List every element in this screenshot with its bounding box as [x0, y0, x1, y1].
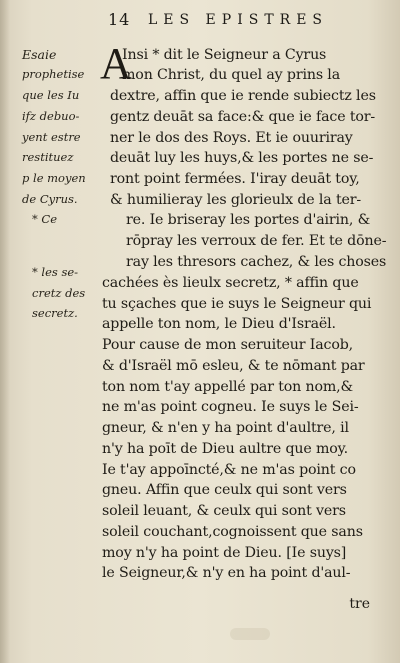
text-line: & humilieray les glorieulx de la ter-: [110, 192, 362, 208]
text-line: gentz deuāt sa face:& que ie face tor-: [110, 109, 376, 125]
text-line: mon Christ, du quel ay prins la: [122, 67, 341, 83]
text-line: deuāt luy les huys,& les portes ne se-: [110, 150, 374, 166]
catchword: tre: [349, 596, 370, 612]
text-line: Pour cause de mon seruiteur Iacob,: [102, 337, 354, 353]
text-line: gneur, & n'en y ha point d'aultre, il: [102, 420, 349, 436]
margin-note: cretz des: [32, 286, 86, 300]
margin-note: secretz.: [32, 306, 78, 320]
text-line: Insi * dit le Seigneur a Cyrus: [122, 47, 327, 63]
text-line: appelle ton nom, le Dieu d'Israël.: [102, 316, 336, 332]
page-number: 14: [108, 10, 131, 29]
margin-note: * Ce: [32, 212, 58, 226]
text-line: re. Ie briseray les portes d'airin, &: [126, 212, 371, 228]
margin-note: * les se-: [32, 265, 79, 279]
text-line: tu sçaches que ie suys le Seigneur qui: [102, 296, 372, 312]
text-line: le Seigneur,& n'y en ha point d'aul-: [102, 565, 351, 581]
text-line: Ie t'ay appoīncté,& ne m'as point co: [102, 462, 356, 478]
text-line: soleil couchant,cognoissent que sans: [102, 524, 363, 540]
text-line: ne m'as point cogneu. Ie suys le Sei-: [102, 399, 359, 415]
text-line: ton nom t'ay appellé par ton nom,&: [102, 379, 354, 395]
text-line: dextre, affin que ie rende subiectz les: [110, 88, 376, 104]
margin-note: yent estre: [22, 130, 81, 144]
text-line: moy n'y ha point de Dieu. [Ie suys]: [102, 545, 347, 561]
text-line: ray les thresors cachez, & les choses: [126, 254, 387, 270]
text-line: & d'Israël mō esleu, & te nōmant par: [102, 358, 365, 374]
text-line: gneu. Affin que ceulx qui sont vers: [102, 482, 347, 498]
text-line: cachées ès lieulx secretz, * affin que: [102, 275, 359, 291]
drop-cap: A: [100, 39, 132, 88]
text-line: ront point fermées. I'iray deuāt toy,: [110, 171, 360, 187]
running-title: LES EPISTRES: [148, 12, 329, 28]
text-line: ner le dos des Roys. Et ie ouuriray: [110, 130, 353, 146]
paper-stain: [230, 628, 270, 640]
text-line: soleil leuant, & ceulx qui sont vers: [102, 503, 346, 519]
text-line: n'y ha poīt de Dieu aultre que moy.: [102, 441, 349, 457]
margin-note: Esaie: [22, 47, 57, 62]
running-header: [108, 10, 376, 34]
margin-note: ifz debuo-: [22, 109, 80, 123]
margin-note: de Cyrus.: [22, 192, 78, 206]
margin-note: restituez: [22, 150, 74, 164]
margin-note: que les Iu: [22, 88, 80, 102]
page-gutter-shadow: [0, 0, 10, 663]
margin-note: prophetise: [22, 67, 85, 81]
margin-note: p le moyen: [22, 171, 86, 185]
text-line: rōpray les verroux de fer. Et te dōne-: [126, 233, 387, 249]
